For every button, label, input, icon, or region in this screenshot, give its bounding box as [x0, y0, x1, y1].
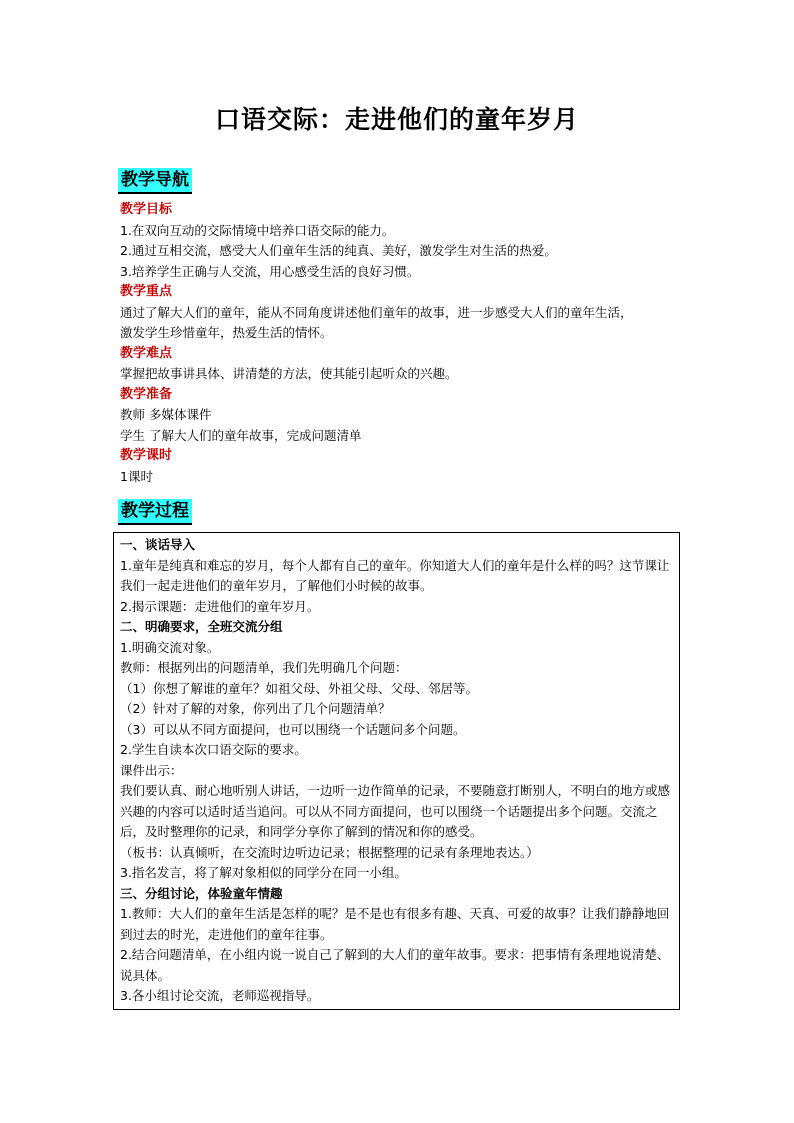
section-heading: 教学准备 — [120, 386, 173, 402]
text-line: 2.学生自读本次口语交际的要求。 — [120, 742, 307, 757]
text-line: 2.结合问题清单，在小组内说一说自己了解到的大人们的童年故事。要求：把事情有条理地说清楚、说具体。 — [120, 947, 670, 983]
text-line: 激发学生珍惜童年，热爱生活的情怀。 — [120, 325, 333, 340]
text-line: 1.童年是纯真和难忘的岁月，每个人都有自己的童年。你知道大人们的童年是什么样的吗？这节课让我们一起走进他们的童年岁月，了解他们小时候的故事。 — [120, 557, 670, 593]
section-heading: 教学重点 — [120, 284, 173, 299]
section-label-teaching-nav: 教学导航 — [118, 168, 192, 194]
process-step-heading: 二、明确要求，全班交流分组 — [120, 619, 283, 634]
text-line: 1课时 — [120, 468, 153, 484]
text-line: 1.明确交流对象。 — [120, 639, 220, 655]
text-line: （2）针对了解的对象，你列出了几个问题清单？ — [120, 701, 391, 716]
text-line: 教师 多媒体课件 — [120, 407, 212, 422]
text-line: 学生 了解大人们的童年故事，完成问题清单 — [120, 427, 362, 443]
text-line: 1.在双向互动的交际情境中培养口语交际的能力。 — [120, 222, 395, 238]
text-line: 1.教师：大人们的童年生活是怎样的呢？是不是也有很多有趣、天真、可爱的故事？让我们静静地回到过去的时光，走进他们的童年往事。 — [120, 906, 670, 942]
text-line: 2.揭示课题：走进他们的童年岁月。 — [120, 598, 320, 614]
text-line: 掌握把故事讲具体、讲清楚的方法，使其能引起听众的兴趣。 — [120, 366, 458, 381]
text-line: （3）可以从不同方面提问，也可以围绕一个话题问多个问题。 — [120, 721, 466, 737]
text-line: 3.指名发言，将了解对象相似的同学分在同一小组。 — [120, 865, 407, 880]
section-heading: 教学课时 — [120, 448, 173, 463]
process-step-heading: 一、谈话导入 — [120, 537, 196, 552]
text-line: （1）你想了解谁的童年？如祖父母、外祖父母、父母、邻居等。 — [120, 680, 478, 696]
teaching-process-box — [113, 532, 680, 1010]
text-line: 课件出示： — [120, 762, 183, 778]
text-line: 3.各小组讨论交流，老师巡视指导。 — [120, 988, 320, 1003]
text-line: 通过了解大人们的童年，能从不同角度讲述他们童年的故事，进一步感受大人们的童年生活， — [120, 304, 633, 320]
text-line: 2.通过互相交流，感受大人们童年生活的纯真、美好，激发学生对生活的热爱。 — [120, 243, 557, 258]
text-line: 教师：根据列出的问题清单，我们先明确几个问题： — [120, 660, 408, 675]
process-step-heading: 三、分组讨论，体验童年情趣 — [120, 885, 283, 901]
text-line: 我们要认真、耐心地听别人讲话，一边听一边作简单的记录，不要随意打断别人，不明白的地方或感兴趣的内容可以适时适当追问。可以从不同方面提问，也可以围绕一个话题提出多个问题。交流之后，及时整理你的记录，和同学分享你了解到的情况和你的感受。 — [120, 783, 671, 839]
text-line: 3.培养学生正确与人交流，用心感受生活的良好习惯。 — [120, 263, 420, 279]
text-line: （板书：认真倾听，在交流时边听边记录；根据整理的记录有条理地表达。） — [120, 844, 539, 860]
section-heading: 教学目标 — [120, 202, 173, 217]
page-title: 口语交际：走进他们的童年岁月 — [214, 105, 579, 134]
teaching-nav-content — [120, 200, 680, 487]
section-label-teaching-process: 教学过程 — [118, 499, 192, 525]
section-heading: 教学难点 — [120, 345, 173, 361]
